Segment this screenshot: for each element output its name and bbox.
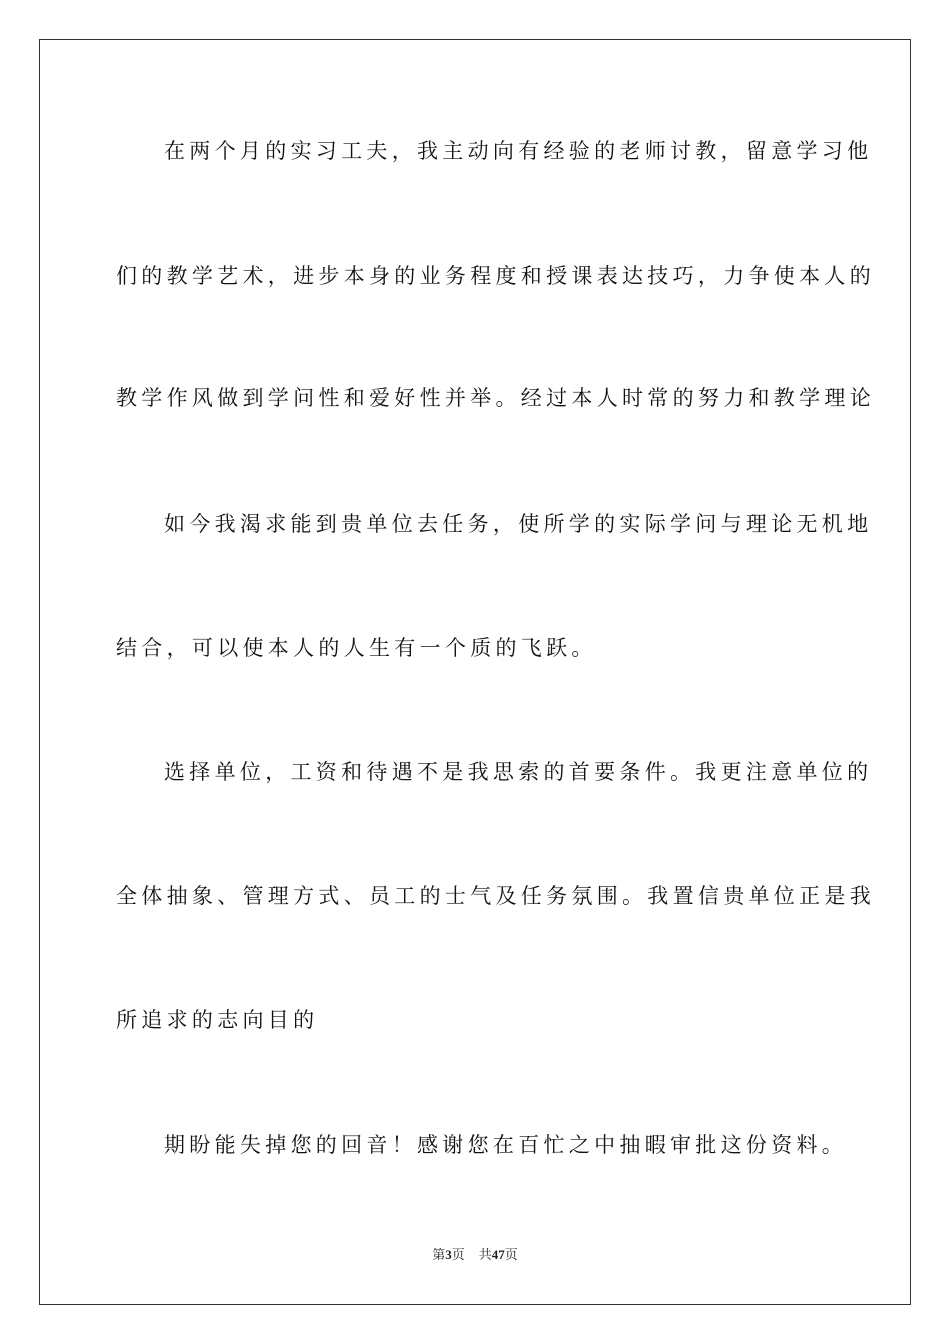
total-pages: 47 (491, 1247, 505, 1262)
paragraph-line: 教学作风做到学问性和爱好性并举。经过本人时常的努力和教学理论 (116, 386, 875, 410)
paragraph-line: 在两个月的实习工夫，我主动向有经验的老师讨教，留意学习他 (164, 139, 873, 163)
total-suffix: 页 (504, 1247, 518, 1262)
page-frame (39, 39, 911, 1305)
paragraph-line: 全体抽象、管理方式、员工的士气及任务氛围。我置信贵单位正是我 (116, 884, 875, 908)
paragraph-line: 如今我渴求能到贵单位去任务，使所学的实际学问与理论无机地 (164, 512, 873, 536)
paragraph-line: 们的教学艺术，进步本身的业务程度和授课表达技巧，力争使本人的 (116, 264, 875, 288)
paragraph-line: 选择单位，工资和待遇不是我思索的首要条件。我更注意单位的 (164, 760, 873, 784)
page-number: 3 (445, 1247, 452, 1262)
paragraph-line: 所追求的志向目的 (116, 1008, 319, 1032)
paragraph-line: 期盼能失掉您的回音！感谢您在百忙之中抽暇审批这份资料。 (164, 1133, 848, 1157)
total-prefix: 共 (478, 1247, 492, 1262)
page-suffix: 页 (451, 1247, 465, 1262)
page-footer (0, 1246, 950, 1264)
page-prefix: 第 (432, 1247, 446, 1262)
paragraph-line: 结合，可以使本人的人生有一个质的飞跃。 (116, 636, 597, 660)
